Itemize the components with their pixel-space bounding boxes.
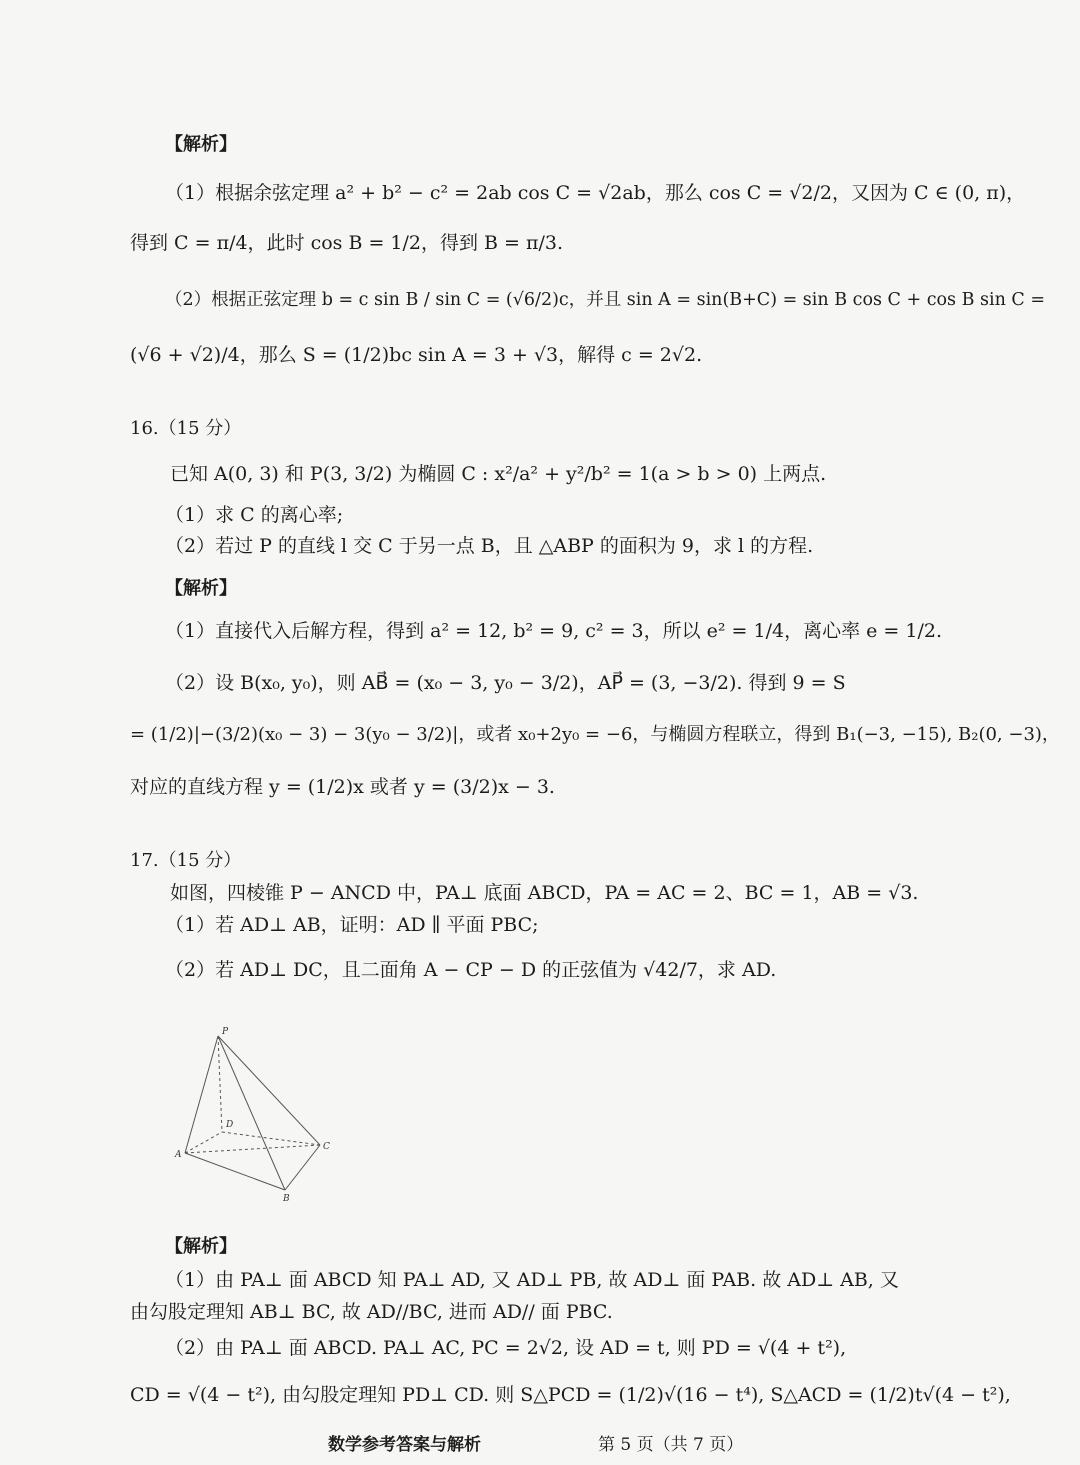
edge-pc — [218, 1036, 320, 1145]
question-part: （1）若 AD⊥ AB，证明：AD ∥ 平面 PBC; — [165, 914, 539, 936]
edge-bc — [285, 1145, 320, 1190]
solution-line: （2）设 B(x₀, y₀)，则 AB⃗ = (x₀ − 3, y₀ − 3/2)，AP⃗ = (3, −3/2). 得到 9 = S — [165, 672, 846, 694]
vertex-label-b: B — [283, 1194, 290, 1204]
solution-line: （1）由 PA⊥ 面 ABCD 知 PA⊥ AD, 又 AD⊥ PB, 故 AD⊥ 面 PAB. 故 AD⊥ AB, 又 — [165, 1269, 899, 1291]
edge-pb — [218, 1036, 285, 1190]
solution-line: = (1/2)|−(3/2)(x₀ − 3) − 3(y₀ − 3/2)|，或者 x₀+2y₀ = −6，与椭圆方程联立，得到 B₁(−3, −15), B₂(0, −3)， — [130, 724, 1060, 745]
solution-line: （1）直接代入后解方程，得到 a² = 12, b² = 9, c² = 3，所以 e² = 1/4，离心率 e = 1/2. — [165, 620, 942, 642]
analysis-tag: 【解析】 — [165, 1236, 237, 1257]
edge-ac — [185, 1145, 320, 1153]
vertex-label-c: C — [323, 1142, 330, 1152]
question-stem: 如图，四棱锥 P − ANCD 中，PA⊥ 底面 ABCD，PA = AC = 2、BC = 1，AB = √3. — [170, 882, 919, 904]
solution-line: （1）根据余弦定理 a² + b² − c² = 2ab cos C = √2ab，那么 cos C = √2/2，又因为 C ∈ (0, π)， — [165, 182, 1026, 204]
analysis-tag: 【解析】 — [165, 134, 237, 155]
edge-ab — [185, 1153, 285, 1190]
question-number: 16.（15 分） — [130, 418, 242, 439]
vertex-label-p: P — [222, 1027, 229, 1037]
solution-line: 得到 C = π/4，此时 cos B = 1/2，得到 B = π/3. — [130, 232, 564, 254]
edge-dc — [222, 1132, 320, 1145]
question-part: （2）若 AD⊥ DC，且二面角 A − CP − D 的正弦值为 √42/7，求 AD. — [165, 959, 777, 981]
edge-pa — [185, 1036, 218, 1153]
edge-pd — [218, 1036, 222, 1132]
question-part: （2）若过 P 的直线 l 交 C 于另一点 B，且 △ABP 的面积为 9，求 l 的方程. — [165, 535, 814, 557]
vertex-label-a: A — [175, 1150, 182, 1160]
analysis-tag: 【解析】 — [165, 578, 237, 599]
footer-title: 数学参考答案与解析 — [328, 1435, 481, 1455]
vertex-label-d: D — [226, 1120, 234, 1130]
pyramid-figure — [170, 1020, 340, 1205]
footer-page-number: 第 5 页（共 7 页） — [598, 1435, 744, 1455]
question-number: 17.（15 分） — [130, 850, 242, 871]
question-part: （1）求 C 的离心率; — [165, 504, 344, 526]
solution-line: （2）由 PA⊥ 面 ABCD. PA⊥ AC, PC = 2√2, 设 AD = t, 则 PD = √(4 + t²), — [165, 1337, 847, 1359]
solution-line: CD = √(4 − t²), 由勾股定理知 PD⊥ CD. 则 S△PCD = (1/2)√(16 − t⁴), S△ACD = (1/2)t√(4 − t²), — [130, 1384, 1011, 1406]
question-stem: 已知 A(0, 3) 和 P(3, 3/2) 为椭圆 C : x²/a² + y²/b² = 1(a > b > 0) 上两点. — [170, 463, 827, 485]
solution-line: 由勾股定理知 AB⊥ BC, 故 AD//BC, 进而 AD// 面 PBC. — [130, 1301, 613, 1323]
solution-line: 对应的直线方程 y = (1/2)x 或者 y = (3/2)x − 3. — [130, 776, 555, 798]
solution-line: （2）根据正弦定理 b = c sin B / sin C = (√6/2)c，并且 sin A = sin(B+C) = sin B cos C + cos B sin C = — [165, 290, 1046, 310]
solution-line: (√6 + √2)/4，那么 S = (1/2)bc sin A = 3 + √3，解得 c = 2√2. — [130, 344, 703, 366]
